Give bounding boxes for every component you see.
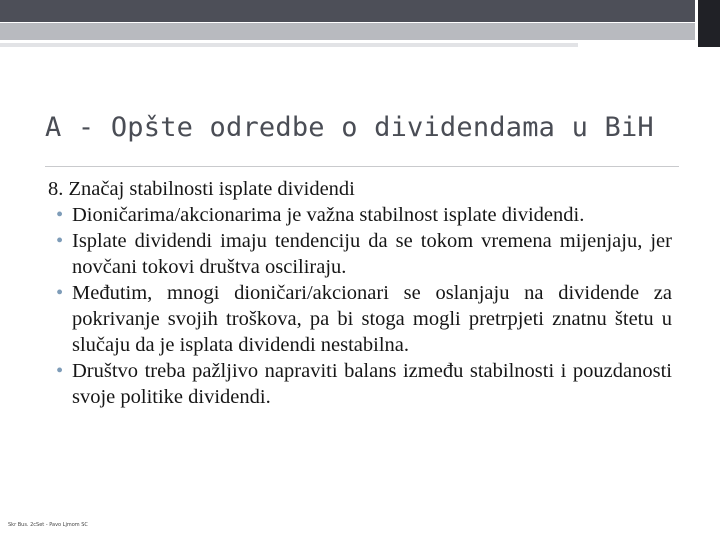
- bullet-marker: •: [56, 204, 64, 226]
- bullet-marker: •: [56, 360, 64, 382]
- title-rule: [45, 166, 679, 167]
- bullet-marker: •: [56, 282, 64, 304]
- header-corner-block: [698, 0, 720, 47]
- bullet-text: Dioničarima/akcionarima je važna stabilnost isplate dividendi.: [72, 204, 585, 226]
- bullet-item: [48, 280, 672, 358]
- bullet-item: [48, 228, 672, 280]
- header-band-light: [0, 23, 720, 40]
- header-band-dark: [0, 0, 720, 22]
- slide-content: [48, 176, 672, 410]
- bullet-text: Isplate dividendi imaju tendenciju da se tokom vremena mijenjaju, jer novčani tokovi društva osciliraju.: [72, 230, 672, 278]
- bullet-list: [48, 202, 672, 410]
- bullet-item: [48, 358, 672, 410]
- bullet-text: Društvo treba pažljivo napraviti balans između stabilnosti i pouzdanosti svoje politike dividendi.: [72, 360, 672, 408]
- bullet-marker: •: [56, 230, 64, 252]
- bullet-item: [48, 202, 672, 228]
- bullet-text: Međutim, mnogi dioničari/akcionari se oslanjaju na dividende za pokrivanje svojih troškova, pa bi stoga mogli pretrpjeti znatnu štetu u slučaju da je isplata dividendi nestabilna.: [72, 282, 672, 356]
- section-heading: 8. Značaj stabilnosti isplate dividendi: [48, 178, 355, 200]
- header-band-underline: [0, 43, 578, 47]
- slide-title: A - Opšte odredbe o dividendama u BiH: [45, 112, 654, 143]
- slide-footer: Skr Bus. 2cSet - Pavo Ljmom SC: [8, 522, 88, 528]
